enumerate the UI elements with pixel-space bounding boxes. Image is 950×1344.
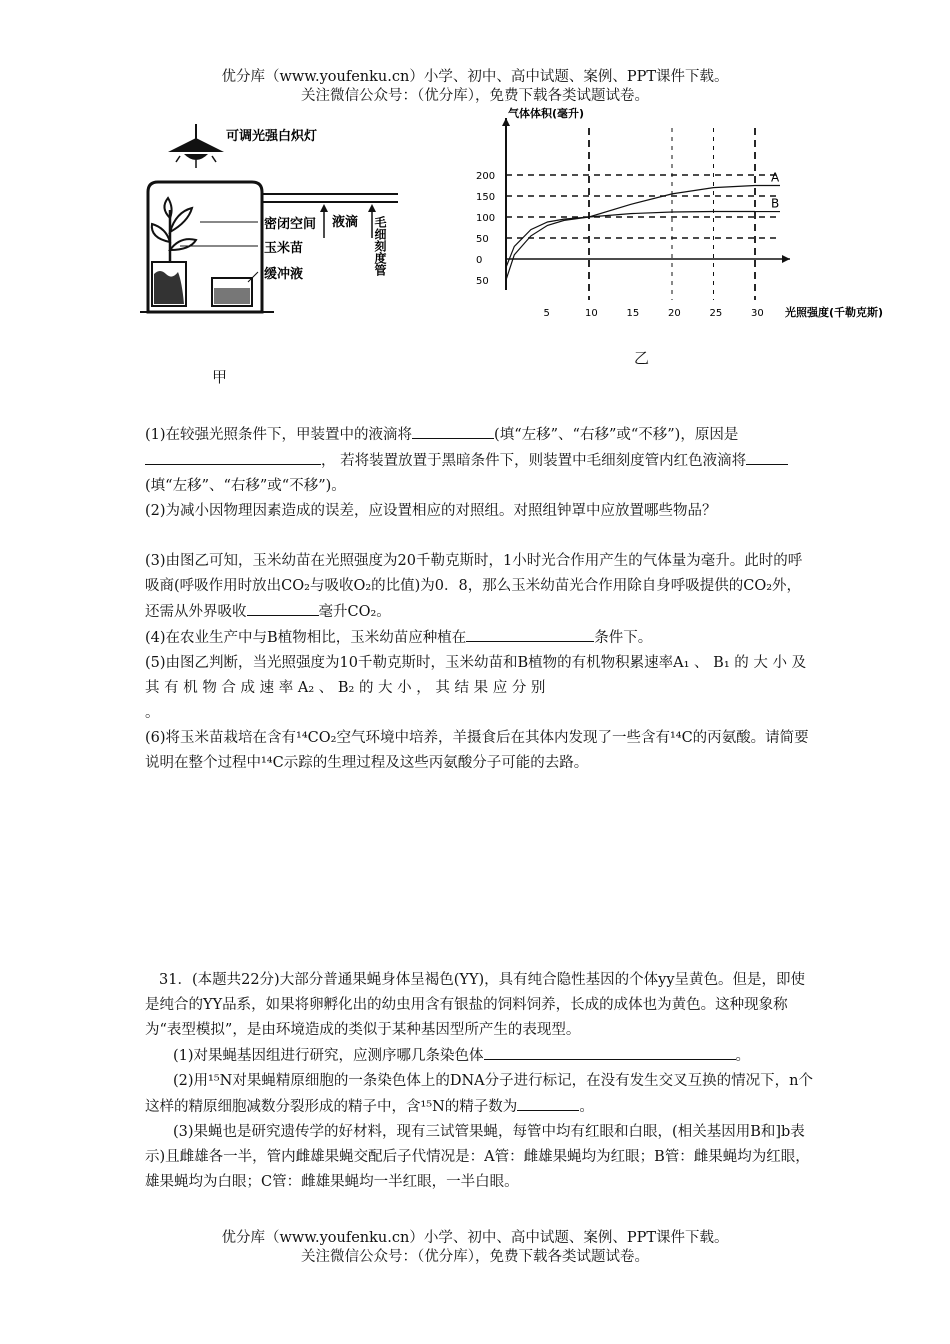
sealed-space-label: 密闭空间 <box>264 217 317 232</box>
capillary-label: 毛细刻度管 <box>373 216 387 276</box>
x-axis-label: 光照强度(千勒克斯) <box>785 306 884 319</box>
q31-p3-text-c: 红眼；B管：雌果蝇均为红眼，雄果蝇均为白眼；C管：雌雄果蝇均一半红眼，一半白眼。 <box>145 1149 810 1190</box>
series-line-A <box>506 186 755 281</box>
q31-intro <box>145 968 813 1043</box>
buffer-label: 缓冲液 <box>264 267 304 282</box>
y-tick-label: 0 <box>476 255 483 266</box>
y-tick-label: 50 <box>476 234 489 245</box>
x-tick-label: 15 <box>626 308 640 319</box>
q3-text-d: 毫升CO₂。 <box>318 604 391 620</box>
q6-text-b: 氨酸。请简要说明在整个过程中¹⁴C示踪的生理过程及这些丙氨酸分子可能的去路。 <box>145 730 809 771</box>
q31-p2-text-a: (2)用¹⁵N对果蝇精原细胞的一条染色体上的DNA分子进行标记，在没有发生交叉互换 <box>173 1073 717 1089</box>
y-tick-label: 50 <box>476 276 489 287</box>
q31-part-2 <box>145 1069 813 1120</box>
series-label-B: B <box>771 196 780 211</box>
header-line-2: 关注微信公众号：（优分库），免费下载各类试题试卷。 <box>301 88 649 104</box>
x-axis-arrow <box>782 255 790 263</box>
q31-intro-2: 色。但是，即使是纯合的YY品系，如果将卵孵化出的幼虫用含有银盐的饲料饲养，长成的 <box>145 972 806 1013</box>
seedling-label: 玉米苗 <box>264 241 304 256</box>
figure-jia-caption: 甲 <box>212 368 228 386</box>
series-label-A: A <box>771 170 780 185</box>
question-3 <box>145 549 813 625</box>
question-2: (2)为减小因物理因素造成的误差，应设置相应的对照组。对照组钟罩中应放置哪些物品？ <box>145 503 717 519</box>
q1-text-c: ， 若将装置放置于黑暗条件下，则装置中毛细刻度管内红色液滴将 <box>321 453 747 469</box>
x-tick-label: 25 <box>709 308 723 319</box>
q1-text-b: (填“左移”、“右移”或“不移”)，原因是 <box>494 427 739 443</box>
q3-text-b: 毫升。此时的呼吸商(呼吸作用时放出CO₂与吸收O₂的比值)为0．8，那么玉米幼苗光合作 <box>145 553 803 594</box>
figure-jia-apparatus <box>140 122 400 332</box>
page-header <box>0 68 950 106</box>
q31-p3-text-b: 基因用B和]b表示)且雌雄各一半，管内雌雄果蝇交配后子代情况是：A管：雌雄果蝇均为 <box>145 1124 805 1165</box>
q31-p3-text-a: (3)果蝇也是研究遗传学的好材料，现有三试管果蝇，每管中均有红眼和白眼，(相关 <box>173 1124 707 1140</box>
lamp-label: 可调光强白炽灯 <box>226 129 318 144</box>
x-tick-label: 10 <box>585 308 598 319</box>
q4-text-a: (4)在农业生产中与B植物相比，玉米幼苗应种植在 <box>145 630 467 646</box>
q5-text-a: (5)由图乙判断，当光照强度为10千勒克斯时，玉米幼苗和B植物的有机物积累速率 <box>145 655 674 671</box>
q31-p1-end: 。 <box>735 1048 751 1064</box>
q31-part-3 <box>145 1120 813 1195</box>
question-1 <box>145 422 813 499</box>
q31-p2-blank[interactable] <box>517 1094 579 1111</box>
q1-blank-1[interactable] <box>412 422 494 439</box>
q31-p1-blank[interactable] <box>484 1043 736 1060</box>
droplet-label: 液滴 <box>332 215 359 230</box>
q31-intro-4: 现型。 <box>536 1022 581 1038</box>
q1-blank-3[interactable] <box>746 448 788 465</box>
question-6 <box>145 726 813 776</box>
q5-text-b: A₁ 、 B₁ 的 大 小 及 其 有 机 物 合 成 速 率 A₂ 、 B₂ 的 大 小 ， 其 结 果 应 分 别 <box>145 655 807 696</box>
header-line-1: 优分库（www.youfenku.cn）小学、初中、高中试题、案例、PPT课件下载。 <box>221 69 729 85</box>
questions-block <box>145 422 813 776</box>
q3-blank[interactable] <box>247 599 319 616</box>
question-4 <box>145 625 813 651</box>
q31-intro-3: 成体也为黄色。这种现象称为“表型模拟”，是由环境造成的类似于某种基因型所产生的表 <box>145 997 788 1038</box>
question-31-block <box>145 968 813 1195</box>
x-tick-label: 20 <box>668 308 681 319</box>
footer-line-2: 关注微信公众号：（优分库），免费下载各类试题试卷。 <box>301 1249 649 1265</box>
figure-yi-caption: 乙 <box>634 349 650 367</box>
q4-blank[interactable] <box>466 625 594 642</box>
spacer <box>145 524 813 549</box>
y-tick-label: 100 <box>476 213 496 224</box>
q31-p2-text-b: 的情况下，n个这样的精原细胞减数分裂形成的精子中，含¹⁵N的精子数为 <box>145 1073 813 1115</box>
q3-text-c: 用除自身呼吸提供的CO₂外，还需从外界吸收 <box>145 578 802 620</box>
x-tick-label: 30 <box>751 308 764 319</box>
q31-p2-end: 。 <box>579 1099 594 1115</box>
q1-blank-2[interactable] <box>145 448 321 465</box>
q31-p1-text: (1)对果蝇基因组进行研究，应测序哪几条染色体 <box>173 1048 484 1064</box>
x-tick-label: 5 <box>543 308 550 319</box>
question-5 <box>145 651 813 726</box>
y-tick-label: 150 <box>476 192 496 203</box>
lamp-icon <box>168 138 224 152</box>
y-tick-label: 200 <box>476 171 496 182</box>
q31-intro-1: 31．(本题共22分)大部分普通果蝇身体呈褐色(YY)，具有纯合隐性基因的个体yy呈黄 <box>159 972 704 988</box>
page-footer <box>0 1229 950 1267</box>
q1-text-a: (1)在较强光照条件下，甲装置中的液滴将 <box>145 427 413 443</box>
footer-line-1: 优分库（www.youfenku.cn）小学、初中、高中试题、案例、PPT课件下载。 <box>221 1230 729 1246</box>
q6-text-a: (6)将玉米苗栽培在含有¹⁴CO₂空气环境中培养，羊摄食后在其体内发现了一些含有¹⁴C的丙 <box>145 730 722 746</box>
y-axis-label: 气体体积(毫升) <box>508 107 585 120</box>
q31-part-1 <box>145 1043 813 1069</box>
q3-text-a: (3)由图乙可知，玉米幼苗在光照强度为20千勒克斯时，1小时光合作用产生的气体量为 <box>145 553 701 569</box>
q5-text-c: 。 <box>145 705 160 721</box>
q1-text-d: (填“左移”、“右移”或“不移”)。 <box>145 478 346 494</box>
q4-text-b: 条件下。 <box>594 630 653 646</box>
figure-yi-chart <box>460 107 884 333</box>
